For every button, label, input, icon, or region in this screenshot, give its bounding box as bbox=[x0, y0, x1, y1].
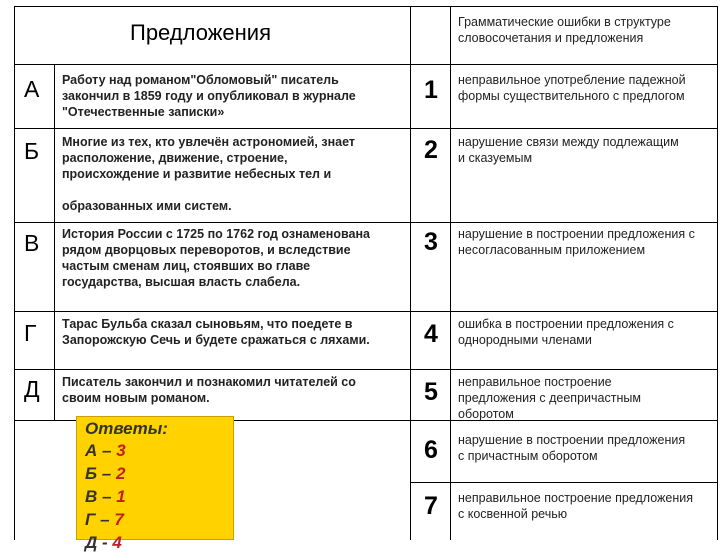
error-number: 4 bbox=[424, 320, 438, 348]
error-number: 2 bbox=[424, 136, 438, 164]
answers-title: Ответы: bbox=[85, 419, 168, 438]
answers-box bbox=[76, 416, 234, 552]
answer-label: А – bbox=[85, 441, 117, 460]
answer-label: Д - bbox=[85, 533, 113, 552]
answer-label: Г – bbox=[85, 510, 115, 529]
row-divider-1 bbox=[14, 64, 718, 65]
sentence-text-continued: образованных ими систем. bbox=[62, 199, 232, 213]
answer-value: 3 bbox=[116, 441, 126, 460]
answer-label: Б – bbox=[85, 464, 116, 483]
row-letter: Д bbox=[24, 376, 40, 402]
row-letter: Б bbox=[24, 138, 40, 164]
error-text: ошибка в построении предложения с однородными членами bbox=[458, 317, 674, 347]
sentence-text: Писатель закончил и познакомил читателей со своим новым романом. bbox=[62, 375, 356, 405]
error-number: 5 bbox=[424, 378, 438, 406]
row-divider-2 bbox=[14, 128, 718, 129]
sentence-text: История России с 1725 по 1762 год ознаменована рядом дворцовых переворотов, и вследствие частым сменам лиц, стоявших во главе государства, высшая власть слабела. bbox=[62, 227, 370, 289]
answer-value: 7 bbox=[114, 510, 124, 529]
error-number: 1 bbox=[424, 76, 438, 104]
column-title-errors: Грамматические ошибки в структуре словосочетания и предложения bbox=[458, 15, 671, 45]
error-number: 6 bbox=[424, 436, 438, 464]
answer-item bbox=[85, 462, 233, 485]
row-divider-3 bbox=[14, 222, 718, 223]
error-number: 3 bbox=[424, 228, 438, 256]
answer-item bbox=[85, 485, 233, 508]
sentence-text: Многие из тех, кто увлечён астрономией, знает расположение, движение, строение, происхождение и развитие небесных тел и bbox=[62, 135, 355, 181]
error-text: неправильное построение предложения с косвенной речью bbox=[458, 491, 694, 521]
error-text: нарушение в построении предложения с несогласованным приложением bbox=[458, 227, 695, 257]
error-text: неправильное построение предложения с деепричастным оборотом bbox=[458, 375, 641, 421]
row-divider-5 bbox=[14, 369, 718, 370]
error-text: неправильное употребление падежной формы существительного с предлогом bbox=[458, 73, 686, 103]
error-text: нарушение в построении предложения с причастным оборотом bbox=[458, 433, 686, 463]
answer-value: 4 bbox=[112, 533, 122, 552]
table-border-top bbox=[14, 6, 718, 7]
sentence-text: Тарас Бульба сказал сыновьям, что поедете в Запорожскую Сечь и будете сражаться с ляхами. bbox=[62, 317, 370, 347]
error-text: нарушение связи между подлежащим и сказуемым bbox=[458, 135, 679, 165]
col-divider-letter bbox=[54, 64, 55, 420]
answer-value: 2 bbox=[115, 464, 126, 483]
row-letter: Г bbox=[24, 320, 37, 346]
row-letter: В bbox=[24, 230, 40, 256]
answer-value: 1 bbox=[116, 487, 126, 506]
answer-item bbox=[85, 439, 233, 462]
answer-item bbox=[85, 508, 233, 531]
table-border-left bbox=[14, 6, 15, 540]
column-title-sentences: Предложения bbox=[130, 20, 272, 45]
row-divider-7 bbox=[410, 482, 718, 483]
answer-label: В – bbox=[85, 487, 117, 506]
error-number: 7 bbox=[424, 492, 438, 520]
row-letter: А bbox=[24, 76, 40, 102]
table-border-right bbox=[717, 6, 718, 540]
answer-item bbox=[85, 531, 233, 554]
sentence-text: Работу над романом"Обломовый" писатель закончил в 1859 году и опубликовал в журнале "Отечественные записки» bbox=[62, 73, 356, 119]
row-divider-4 bbox=[14, 311, 718, 312]
